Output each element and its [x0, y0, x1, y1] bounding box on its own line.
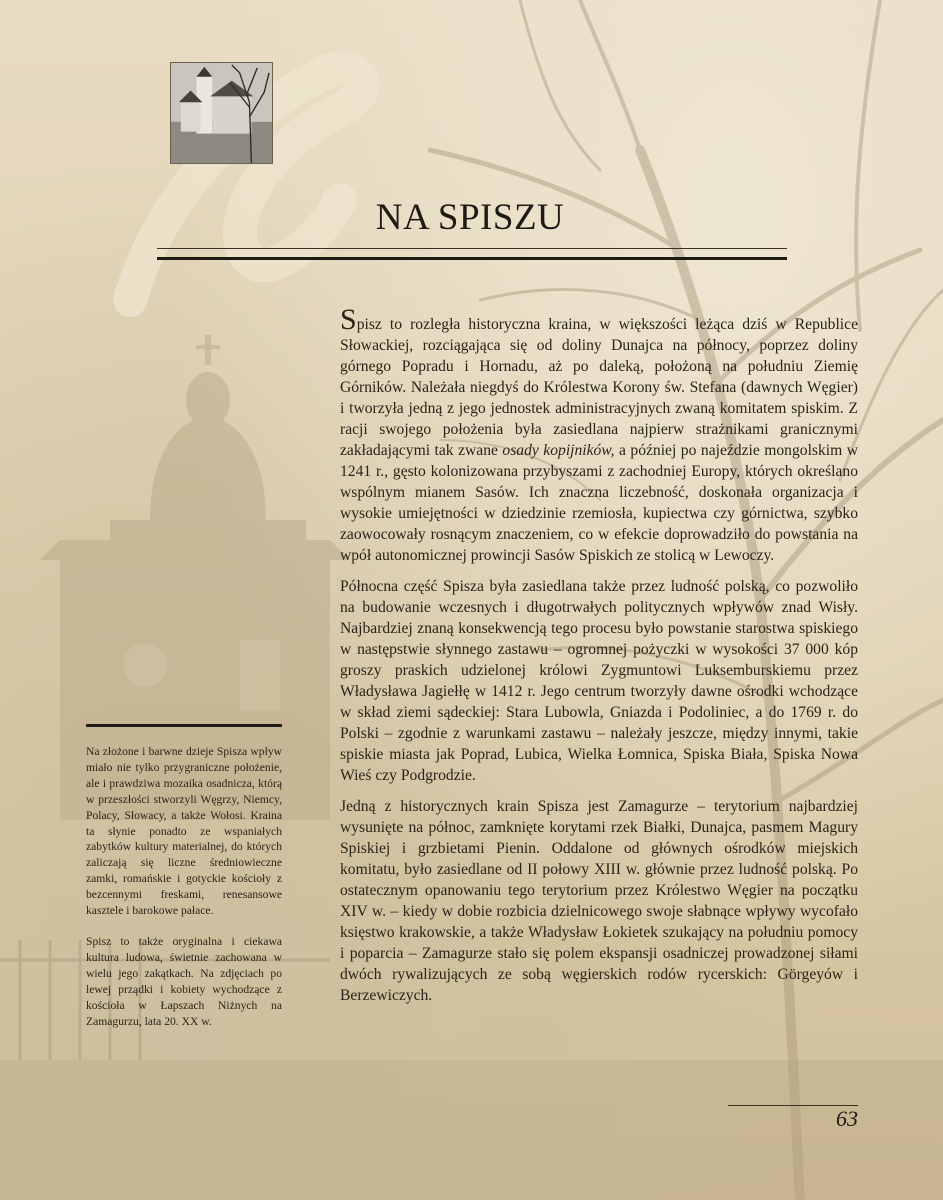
article-paragraph-1: [340, 303, 858, 566]
main-article-text: [340, 303, 858, 1016]
title-rule-thick: [157, 257, 787, 260]
sidebar-paragraph-2: Spisz to także oryginalna i ciekawa kultura ludowa, świetnie zachowana w wielu jego zakątkach. Na zdjęciach po lewej prządki i kobiety wychodzące z kościoła w Łapszach Niżnych na Zamagurzu, lata 20. XX w.: [86, 934, 282, 1028]
article-paragraph-3: Jedną z historycznych krain Spisza jest Zamagurze – terytorium najbardziej wysunięte na północ, zamknięte korytami rzek Białki, Dunajca, pasmem Magury Spiskiej i grzbietami Pienin. Oddalone od głównych ośrodków miejskich komitatu, było zasiedlane od II połowy XIII w. głównie przez ludność polską. Po ostatecznym opanowaniu tego terytorium przez Królestwo Węgier na początku XIV w. – kiedy w dobie rozbicia dzielnicowego swoje słabnące wpływy wycofało księstwo krakowskie, a także Władysław Łokietek szukający na południu pomocy i poparcia – Zamagurze stało się polem ekspansji osadniczej prowadzonej siłami dwóch rywalizujących ze sobą węgierskich rodów rycerskich: Görgeyów i Berzewiczych.: [340, 798, 858, 1004]
title-rule-thin: [157, 248, 787, 249]
article-paragraph-2: Północna część Spisza była zasiedlana także przez ludność polską, co pozwoliło na budowanie wczesnych i długotrwałych politycznych wpływów znad Wisły. Najbardziej znaną konsekwencją tego procesu było powstanie starostwa spiskiego w następstwie słynnego zastawu – ogromnej pożyczki w wysokości 37 000 kóp groszy praskich udzielonej królowi Zygmuntowi Luksemburskiemu przez Władysława Jagiełłę w 1412 r. Jego centrum tworzyły dawne ośrodki wchodzące w skład ziemi sądeckiej: Stara Lubowla, Gniazda i Podoliniec, a do 1769 r. do Polski – zgodnie z warunkami zastawu – należały jeszcze, między innymi, takie spiskie miasta jak Poprad, Lubica, Wielka Łomnica, Spiska Biała, Spiska Nowa Wieś czy Podgrodzie.: [340, 578, 858, 784]
page-number: 63: [836, 1106, 858, 1131]
sidebar-caption: [86, 744, 282, 1044]
sidebar-paragraph-1: Na złożone i barwne dzieje Spisza wpływ miało nie tylko przygraniczne położenie, ale i prawdziwa mozaika osadnicza, którą w przeszłości stworzyli Węgrzy, Niemcy, Polacy, Słowacy, a także Wołosi. Kraina ta słynie ponadto ze wspaniałych zabytków kultury materialnej, do których zaliczają się liczne średniowieczne zamki, romańskie i gotyckie kościoły z bezcennymi freskami, renesansowe kasztele i barokowe pałace.: [86, 745, 282, 918]
paragraph-1-italic-term: osady kopijników,: [502, 442, 615, 459]
drop-cap: S: [340, 303, 357, 336]
page-title: NA SPISZU: [375, 197, 565, 238]
church-thumbnail-photo: [170, 62, 273, 164]
sidebar-rule: [86, 724, 282, 727]
church-tower-photo-icon: [171, 63, 272, 163]
paragraph-1-text-b: a później po najeździe mongolskim w 1241 r., gęsto kolonizowana przybyszami z zachodniej Europy, których określano wspólnym mianem Sasów. Ich znaczna liczebność, doskonała organizacja i wysokie umiejętności w dziedzinie rzemiosła, kupiectwa czy górnictwa, szybko zaowocowały rosnącym znaczeniem, co w efekcie doprowadziło do powstania na wpół autonomicznej prowincji Sasów Spiskich ze stolicą w Lewoczy.: [340, 442, 858, 564]
paragraph-1-text-a: pisz to rozległa historyczna kraina, w większości leżąca dziś w Republice Słowackiej, rozciągająca się od doliny Dunajca na północy, poprzez doliny górnego Popradu i Hornadu, aż po daleką, położoną na południu Ziemię Górników. Należała niegdyś do Królestwa Korony św. Stefana (dawnych Węgier) i tworzyła jedną z jego jednostek administracyjnych zwaną komitatem spiskim. Z racji swojego położenia była zasiedlana najpierw strażnikami granicznymi zakładającymi tak zwane: [340, 316, 858, 459]
